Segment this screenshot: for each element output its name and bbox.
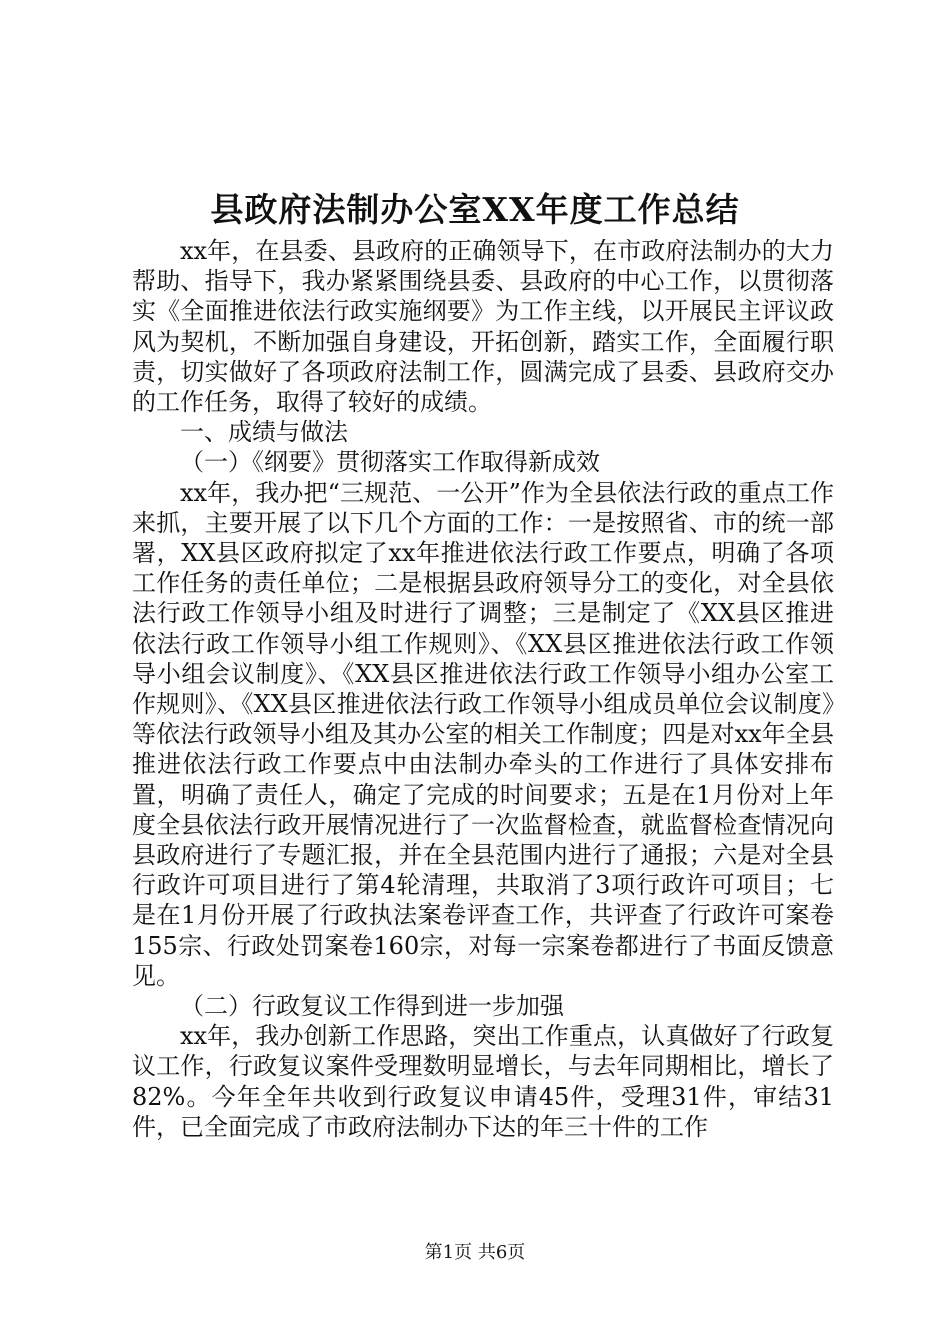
page-footer: 第1页 共6页 [424, 1242, 526, 1263]
paragraph-outline-work: xx年，我办把“三规范、一公开”作为全县依法行政的重点工作来抓，主要开展了以下几个方面的工作：一是按照省、市的统一部署，XX县区政府拟定了xx年推进依法行政工作要点，明确了各项工作任务的责任单位；二是根据县政府领导分工的变化，对全县依法行政工作领导小组及时进行了调整；三是制定了《XX县区推进依法行政工作领导小组工作规则》、《XX县区推进依法行政工作领导小组会议制度》、《XX县区推进依法行政工作领导小组办公室工作规则》、《XX县区推进依法行政工作领导小组成员单位会议制度》等依法行政领导小组及其办公室的相关工作制度；四是对xx年全县推进依法行政工作要点中由法制办牵头的工作进行了具体安排布置，明确了责任人，确定了完成的时间要求；五是在1月份对上年度全县依法行政开展情况进行了一次监督检查，就监督检查情况向县政府进行了专题汇报，并在全县范围内进行了通报；六是对全县行政许可项目进行了第4轮清理，共取消了3项行政许可项目；七是在1月份开展了行政执法案卷评查工作，共评查了行政许可案卷155宗、行政处罚案卷160宗，对每一宗案卷都进行了书面反馈意见。 [132, 478, 834, 990]
section-heading-achievements: 一、成绩与做法 [180, 418, 348, 447]
subsection-heading-review: （二）行政复议工作得到进一步加强 [180, 992, 564, 1021]
paragraph-intro: xx年，在县委、县政府的正确领导下，在市政府法制办的大力帮助、指导下，我办紧紧围绕县委、县政府的中心工作，以贯彻落实《全面推进依法行政实施纲要》为工作主线，以开展民主评议政风为契机，不断加强自身建设，开拓创新，踏实工作，全面履行职责，切实做好了各项政府法制工作，圆满完成了县委、县政府交办的工作任务，取得了较好的成绩。 [132, 237, 834, 417]
document-body [132, 236, 834, 1142]
subsection-heading-outline: （一）《纲要》贯彻落实工作取得新成效 [180, 448, 600, 477]
document-title: 县政府法制办公室XX年度工作总结 [210, 190, 740, 229]
paragraph-review-work: xx年，我办创新工作思路，突出工作重点，认真做好了行政复议工作，行政复议案件受理数明显增长，与去年同期相比，增长了82%。今年全年共收到行政复议申请45件，受理31件，审结31件，已全面完成了市政府法制办下达的年三十件的工作 [132, 1022, 834, 1141]
